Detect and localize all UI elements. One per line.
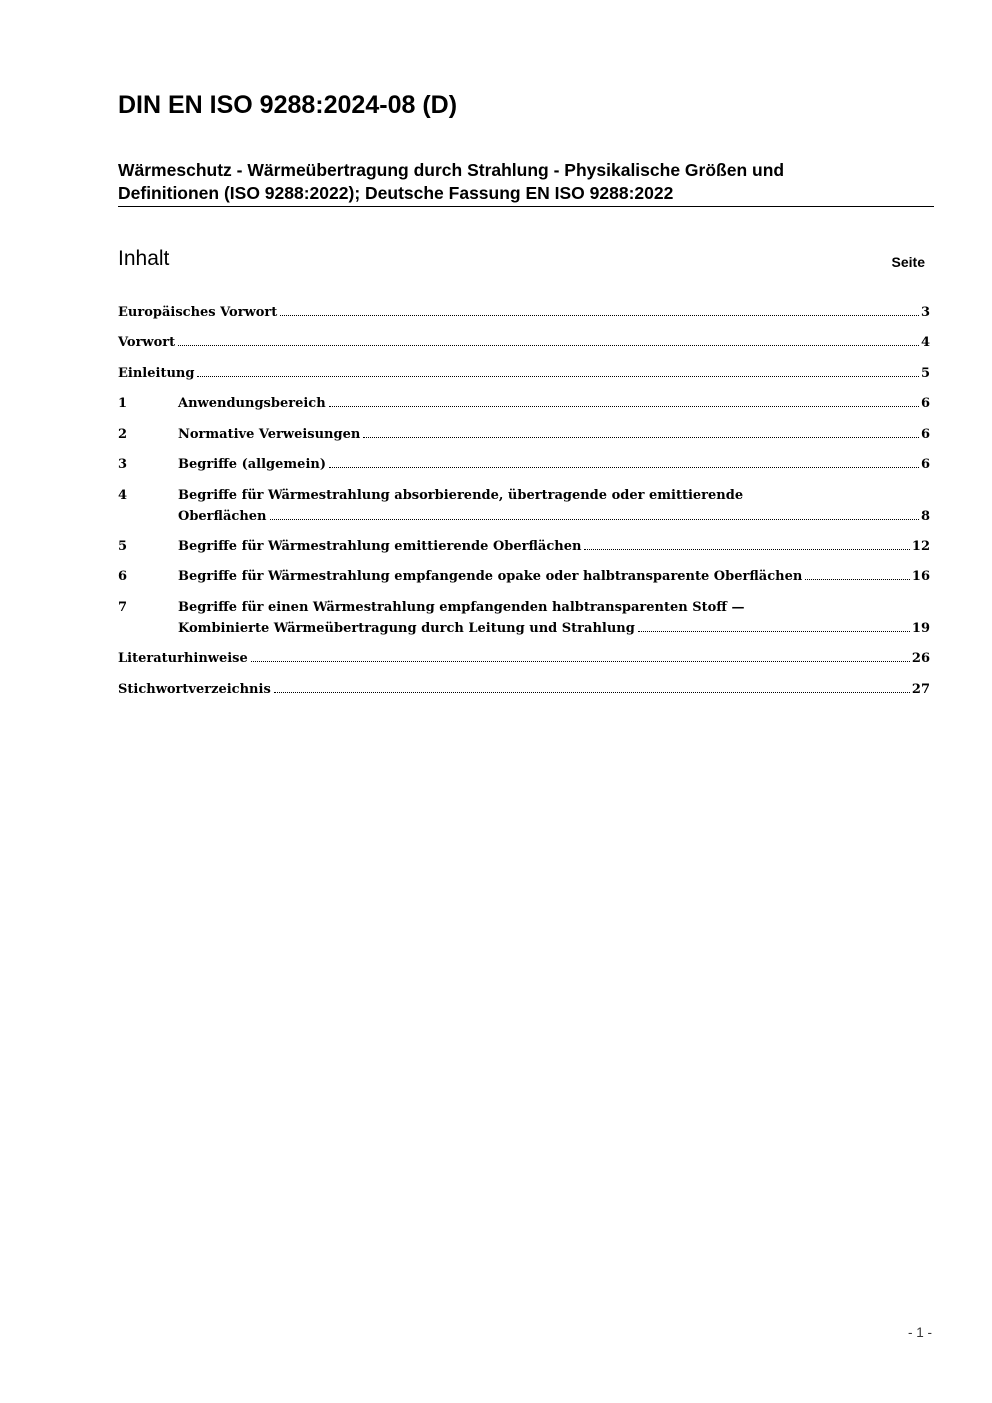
document-title-line-2: Definitionen (ISO 9288:2022); Deutsche Fassung EN ISO 9288:2022 bbox=[118, 183, 674, 203]
toc-entry[interactable] bbox=[118, 597, 930, 639]
toc-heading: Inhalt bbox=[118, 247, 170, 270]
page-number: - 1 - bbox=[907, 1325, 932, 1340]
toc-entry-page: 26 bbox=[911, 651, 930, 666]
toc-entry[interactable] bbox=[118, 536, 930, 557]
toc-entry-page: 6 bbox=[920, 427, 930, 442]
toc-entry-page: 8 bbox=[920, 509, 930, 524]
toc-entry[interactable] bbox=[118, 302, 930, 323]
toc-entry-number: 1 bbox=[118, 396, 128, 411]
toc-entry-number: 5 bbox=[118, 539, 128, 554]
document-title bbox=[118, 159, 934, 207]
toc-leader-dots bbox=[363, 437, 919, 438]
toc-entry-page: 5 bbox=[920, 366, 930, 381]
toc-entry-title-continued: Kombinierte Wärmeübertragung durch Leitung und Strahlung bbox=[178, 621, 635, 636]
toc-entry[interactable] bbox=[118, 424, 930, 445]
document-title-line-1: Wärmeschutz - Wärmeübertragung durch Strahlung - Physikalische Größen und bbox=[118, 160, 785, 180]
toc-entry[interactable] bbox=[118, 363, 930, 384]
toc-entry-title: Begriffe für Wärmestrahlung absorbierende, übertragende oder emittierende bbox=[178, 488, 744, 503]
toc-leader-dots bbox=[280, 315, 919, 316]
toc-leader-dots bbox=[638, 631, 910, 632]
toc-entry[interactable] bbox=[118, 393, 930, 414]
toc-entry-page: 4 bbox=[920, 335, 930, 350]
toc-entry-title-continued: Oberflächen bbox=[178, 509, 267, 524]
toc-entry-title: Begriffe für einen Wärmestrahlung empfangenden halbtransparenten Stoff — bbox=[178, 600, 745, 615]
toc-entry-title: Einleitung bbox=[118, 366, 195, 381]
toc-entry[interactable] bbox=[118, 648, 930, 669]
toc-leader-dots bbox=[329, 406, 919, 407]
toc-entry-page: 16 bbox=[911, 569, 930, 584]
toc-entry-page: 6 bbox=[920, 457, 930, 472]
toc-entry-page: 19 bbox=[911, 621, 930, 636]
toc-leader-dots bbox=[329, 467, 919, 468]
toc-leader-dots bbox=[274, 692, 910, 693]
toc-entry-title: Begriffe für Wärmestrahlung empfangende opake oder halbtransparente Oberflächen bbox=[178, 569, 803, 584]
toc-entry-page: 6 bbox=[920, 396, 930, 411]
toc-leader-dots bbox=[584, 549, 909, 550]
toc-leader-dots bbox=[251, 661, 910, 662]
toc-entry[interactable] bbox=[118, 485, 930, 527]
toc-entry-title: Stichwortverzeichnis bbox=[118, 682, 271, 697]
toc-entry-number: 7 bbox=[118, 600, 128, 615]
toc-entry-page: 12 bbox=[911, 539, 930, 554]
toc-page-column-label: Seite bbox=[891, 254, 925, 270]
toc-entry-title: Anwendungsbereich bbox=[178, 396, 326, 411]
toc-entry-title: Vorwort bbox=[118, 335, 176, 350]
toc-entry-number: 2 bbox=[118, 427, 128, 442]
toc-entry-title: Normative Verweisungen bbox=[178, 427, 361, 442]
toc-entry-title: Begriffe (allgemein) bbox=[178, 457, 326, 472]
toc-leader-dots bbox=[270, 519, 919, 520]
toc-leader-dots bbox=[197, 376, 919, 377]
toc-entry[interactable] bbox=[118, 566, 930, 587]
toc-entry[interactable] bbox=[118, 679, 930, 700]
toc-entry-number: 3 bbox=[118, 457, 128, 472]
toc-entry-number: 6 bbox=[118, 569, 128, 584]
toc-entry[interactable] bbox=[118, 454, 930, 475]
toc-leader-dots bbox=[178, 345, 919, 346]
toc-entry-title: Europäisches Vorwort bbox=[118, 305, 278, 320]
toc-entry-title: Begriffe für Wärmestrahlung emittierende Oberflächen bbox=[178, 539, 582, 554]
toc-entry-page: 3 bbox=[920, 305, 930, 320]
toc-leader-dots bbox=[805, 579, 910, 580]
toc-entry[interactable] bbox=[118, 332, 930, 353]
toc-entry-title: Literaturhinweise bbox=[118, 651, 248, 666]
toc-entry-page: 27 bbox=[911, 682, 930, 697]
document-id: DIN EN ISO 9288:2024-08 (D) bbox=[118, 91, 458, 119]
toc-entry-number: 4 bbox=[118, 488, 128, 503]
